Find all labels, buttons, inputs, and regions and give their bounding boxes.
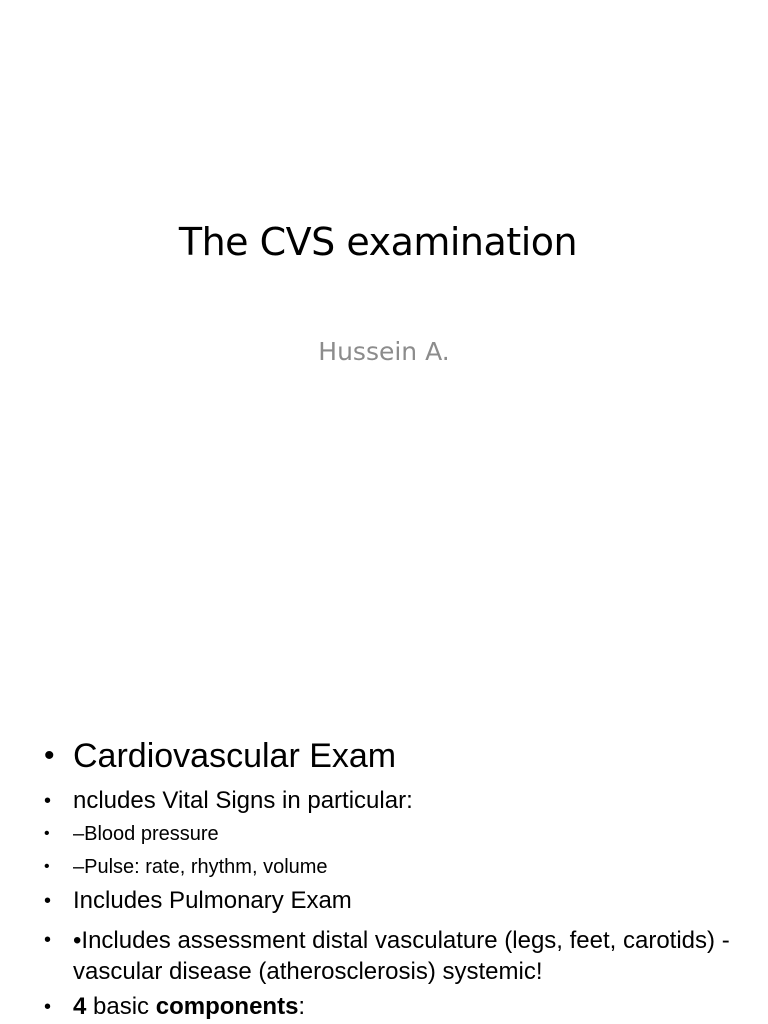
bullet-dot: • [44, 929, 52, 951]
bullet-text: –Blood pressure [73, 823, 219, 845]
bullet-dot: • [44, 825, 50, 842]
slide-subtitle: Hussein A. [318, 337, 450, 366]
bullet-text: ncludes Vital Signs in particular: [73, 787, 413, 814]
end-text: : [298, 993, 306, 1020]
bold-number: 4 [73, 993, 87, 1020]
bullet-text: –Pulse: rate, rhythm, volume [73, 856, 328, 878]
bullet-dot: • [44, 858, 50, 875]
bold-word: components [155, 993, 299, 1020]
bullet-dot: • [44, 739, 55, 772]
bullet-text [73, 993, 305, 1021]
bullet-dot: • [44, 890, 52, 912]
middle-text: basic [86, 993, 156, 1020]
bullet-dot: • [44, 790, 52, 812]
slide-title: The CVS examination [178, 220, 578, 264]
bullet-dot: • [44, 996, 52, 1018]
bullet-text: •Includes assessment distal vasculature (legs, feet, carotids) - vascular disease (atherosclerosis) systemic! [73, 927, 730, 985]
bullet-text: Cardiovascular Exam [73, 737, 397, 775]
bullet-text: Includes Pulmonary Exam [73, 887, 352, 914]
